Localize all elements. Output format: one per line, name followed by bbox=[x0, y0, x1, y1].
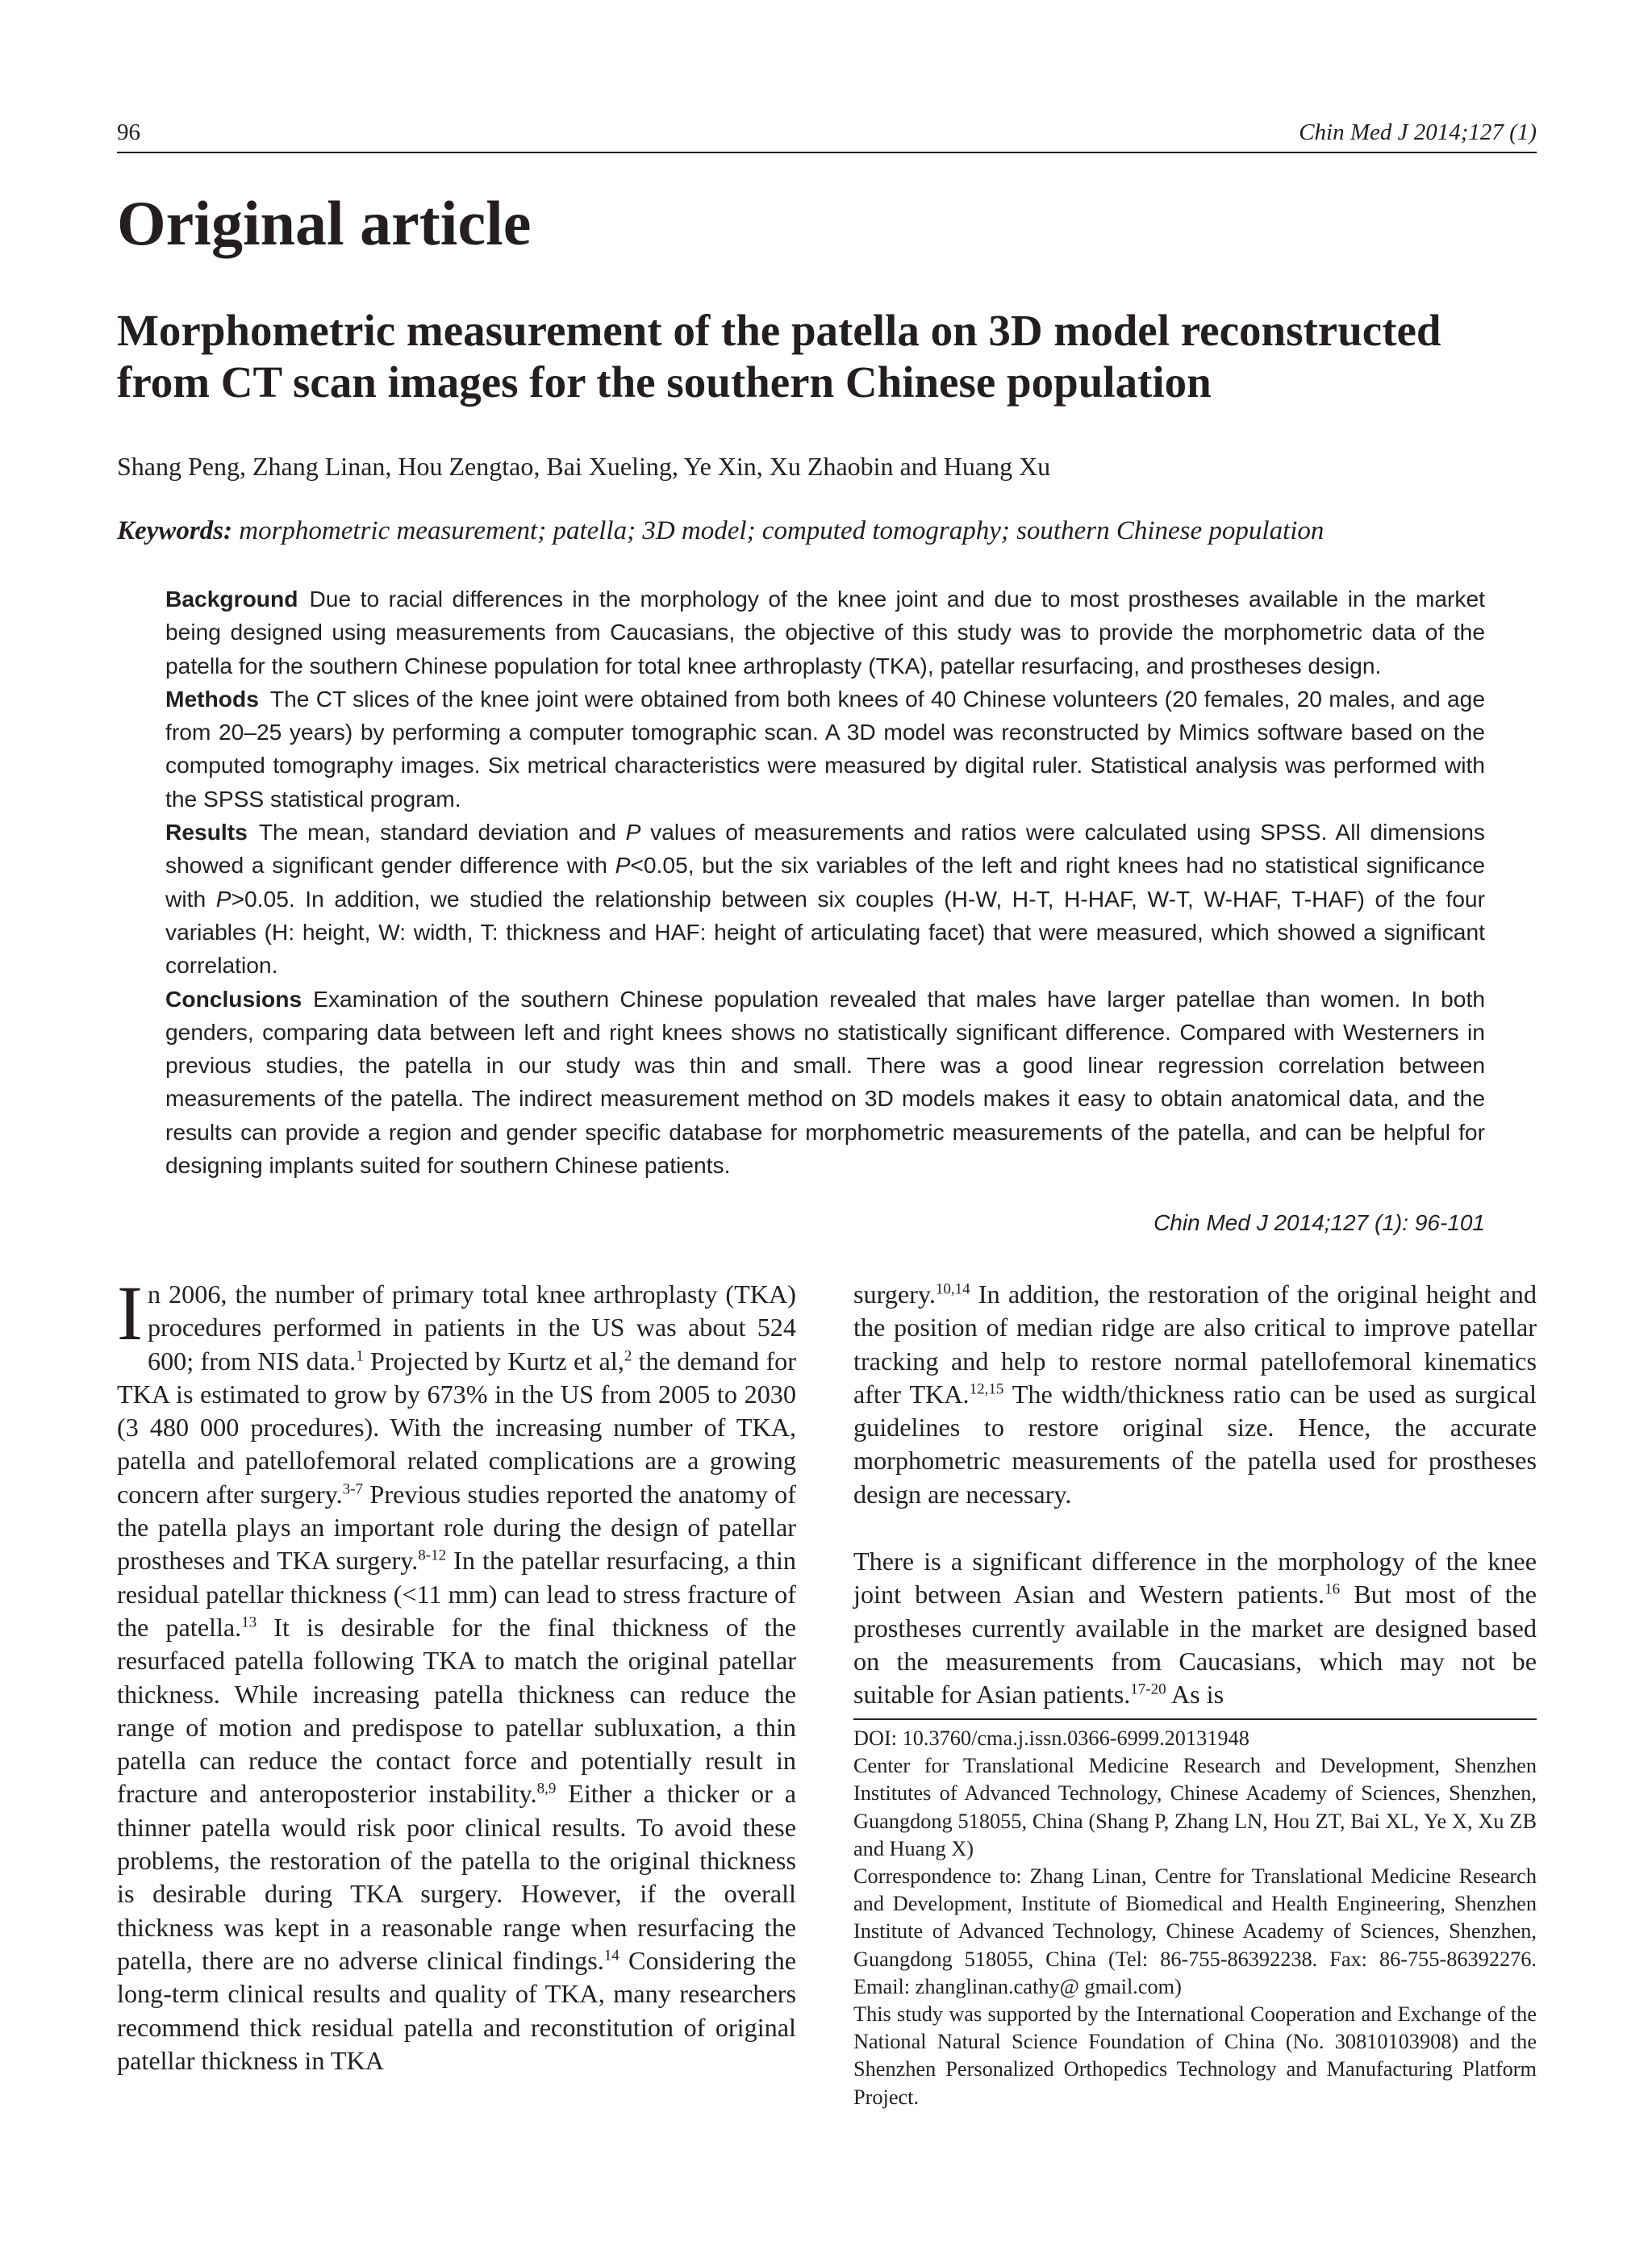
reference-marker: 8-12 bbox=[418, 1547, 447, 1564]
reference-marker: 10,14 bbox=[935, 1280, 970, 1298]
body-column-right bbox=[853, 1278, 1537, 1712]
reference-marker: 16 bbox=[1325, 1580, 1341, 1598]
funding: This study was supported by the International Cooperation and Exchange of the National Natural Science Foundation of China (No. 30810103908) and the Shenzhen Personalized Orthopedics Technology and Manufacturing Platform Project. bbox=[853, 2002, 1537, 2109]
page-number: 96 bbox=[117, 119, 140, 145]
abstract-methods bbox=[165, 683, 1485, 816]
journal-reference: Chin Med J 2014;127 (1) bbox=[1299, 119, 1537, 145]
reference-marker: 14 bbox=[603, 1947, 620, 1964]
keywords-text: morphometric measurement; patella; 3D model; computed tomography; southern Chinese population bbox=[239, 516, 1325, 545]
results-text-4: >0.05. In addition, we studied the relationship between six couples (H-W, H-T, H-HAF, W-T, W-HAF, T-HAF) of the four variables (H: height, W: width, T: thickness and HAF: height of articulating facet) that were measured, which showed a significant correlation. bbox=[165, 885, 1485, 979]
body-text: Either a thicker or a thinner patella would risk poor clinical results. To avoid these problems, the restoration of the patella to the original thickness is desirable during TKA surgery. However, if the overall thickness was kept in a reasonable range when resurfacing the patella, there are no adverse clinical findings. bbox=[117, 1779, 796, 1975]
abstract bbox=[165, 582, 1485, 1182]
methods-label: Methods bbox=[165, 685, 259, 712]
body-text: the demand for TKA is estimated to grow by 673% in the US from 2005 to 2030 (3 480 000 procedures). With the increasing number of TKA, patella and patellofemoral related complications are a growing concern after surgery. bbox=[117, 1346, 796, 1509]
body-text: Considering the long-term clinical results and quality of TKA, many researchers recommend thick residual patella and reconstitution of original patellar thickness in TKA bbox=[117, 1945, 797, 2075]
conclusions-label: Conclusions bbox=[165, 985, 302, 1012]
doi: DOI: 10.3760/cma.j.issn.0366-6999.20131948 bbox=[853, 1726, 1249, 1750]
reference-marker: 3-7 bbox=[342, 1480, 363, 1498]
article-citation: Chin Med J 2014;127 (1): 96-101 bbox=[1153, 1210, 1485, 1235]
body-text: Previous studies reported the anatomy of the patella plays an important role during the design of patellar prostheses and TKA surgery. bbox=[117, 1479, 796, 1576]
keywords bbox=[117, 516, 1561, 546]
body-text: As is bbox=[1166, 1680, 1224, 1710]
correspondence: Correspondence to: Zhang Linan, Centre for Translational Medicine Research and Development, Institute of Biomedical and Health Engineering, Shenzhen Institute of Advanced Technology, Chinese Academy of Sciences, Shenzhen, Guangdong 518055, China (Tel: 86-755-86392238. Fax: 86-755-86392276. Email: zhanglinan.cathy@ gmail.com) bbox=[853, 1864, 1537, 1998]
title-line-1: Morphometric measurement of the patella on 3D model reconstructed bbox=[117, 306, 1441, 355]
reference-marker: 13 bbox=[241, 1614, 257, 1631]
body-paragraph bbox=[117, 1270, 797, 2077]
affiliation: Center for Translational Medicine Research and Development, Shenzhen Institutes of Advanced Technology, Chinese Academy of Sciences, Shenzhen, Guangdong 518055, China (Shang P, Zhang LN, Hou ZT, Bai XL, Ye X, Xu ZB and Huang X) bbox=[853, 1754, 1537, 1860]
conclusions-text: Examination of the southern Chinese population revealed that males have larger patellae than women. In both genders, comparing data between left and right knees shows no statistically significant difference. Compared with Westerners in previous studies, the patella in our study was thin and small. There was a good linear regression correlation between measurements of the patella. The indirect measurement method on 3D models makes it easy to obtain anatomical data, and the results can provide a region and gender specific database for morphometric measurements of the patella, and can be helpful for designing implants suited for southern Chinese patients. bbox=[165, 985, 1485, 1179]
author-list: Shang Peng, Zhang Linan, Hou Zengtao, Bai Xueling, Ye Xin, Xu Zhaobin and Huang Xu bbox=[117, 452, 1051, 481]
reference-marker: 2 bbox=[624, 1346, 632, 1364]
results-label: Results bbox=[165, 819, 248, 845]
reference-marker: 8,9 bbox=[536, 1780, 557, 1797]
body-text: Projected by Kurtz et al, bbox=[363, 1346, 624, 1376]
abstract-background bbox=[165, 582, 1485, 683]
results-text-2: values of measurements and ratios were calculated using SPSS. All dimensions showed a significant gender difference with bbox=[165, 819, 1485, 879]
body-text: In addition, the restoration of the original height and the position of median ridge are also critical to improve patellar tracking and help to restore normal patellofemoral kinematics after TKA. bbox=[853, 1280, 1537, 1409]
body-paragraph bbox=[853, 1545, 1537, 1711]
body-column-left bbox=[117, 1270, 797, 2077]
footnotes bbox=[853, 1718, 1537, 2111]
background-text: Due to racial differences in the morphology of the knee joint and due to most prostheses available in the market being designed using measurements from Caucasians, the objective of this study was to provide the morphometric data of the patella for the southern Chinese population for total knee arthroplasty (TKA), patellar resurfacing, and prostheses design. bbox=[165, 586, 1485, 678]
running-header bbox=[117, 119, 1537, 153]
p-symbol: P bbox=[625, 819, 641, 845]
paragraph-spacer bbox=[853, 1511, 1537, 1545]
p-symbol: P bbox=[215, 885, 232, 912]
article-title bbox=[117, 305, 1561, 408]
reference-marker: 17-20 bbox=[1130, 1680, 1166, 1698]
results-text-3: <0.05, but the six variables of the left and right knees had no statistical significance with bbox=[165, 852, 1485, 912]
body-text: surgery. bbox=[853, 1280, 936, 1309]
results-text-1: The mean, standard deviation and bbox=[258, 819, 616, 845]
body-paragraph bbox=[853, 1278, 1537, 1511]
reference-marker: 1 bbox=[356, 1346, 364, 1364]
body-text: But most of the prostheses currently available in the market are designed based on the measurements from Caucasians, which may not be suitable for Asian patients. bbox=[853, 1580, 1537, 1710]
keywords-label: Keywords: bbox=[117, 516, 232, 545]
background-label: Background bbox=[165, 586, 298, 612]
body-text: The width/thickness ratio can be used as surgical guidelines to restore original size. Hence, the accurate morphometric measurements of the patella used for prostheses design are necessary. bbox=[853, 1379, 1537, 1509]
article-type-heading: Original article bbox=[117, 188, 532, 258]
body-text: It is desirable for the final thickness of the resurfaced patella following TKA to match the original patellar thickness. While increasing patella thickness can reduce the range of motion and predispose to patellar subluxation, a thin patella can reduce the contact force and potentially result in fracture and anteroposterior instability. bbox=[117, 1612, 796, 1809]
body-text: n 2006, the number of primary total knee arthroplasty (TKA) procedures performed in patients in the US was about 524 600; from NIS data. bbox=[147, 1280, 796, 1376]
p-symbol: P bbox=[615, 852, 631, 879]
abstract-results bbox=[165, 816, 1485, 982]
reference-marker: 12,15 bbox=[969, 1380, 1004, 1398]
body-text: In the patellar resurfacing, a thin residual patellar thickness (<11 mm) can lead to stress fracture of the patella. bbox=[117, 1546, 796, 1642]
abstract-conclusions bbox=[165, 983, 1485, 1183]
methods-text: The CT slices of the knee joint were obtained from both knees of 40 Chinese volunteers (20 females, 20 males, and age from 20–25 years) by performing a computer tomographic scan. A 3D model was reconstructed by Mimics software based on the computed tomography images. Six metrical characteristics were measured by digital ruler. Statistical analysis was performed with the SPSS statistical program. bbox=[165, 685, 1485, 812]
drop-cap: I bbox=[117, 1270, 143, 1356]
title-line-2: from CT scan images for the southern Chinese population bbox=[117, 357, 1212, 407]
body-text: There is a significant difference in the morphology of the knee joint between Asian and Western patients. bbox=[853, 1547, 1537, 1609]
